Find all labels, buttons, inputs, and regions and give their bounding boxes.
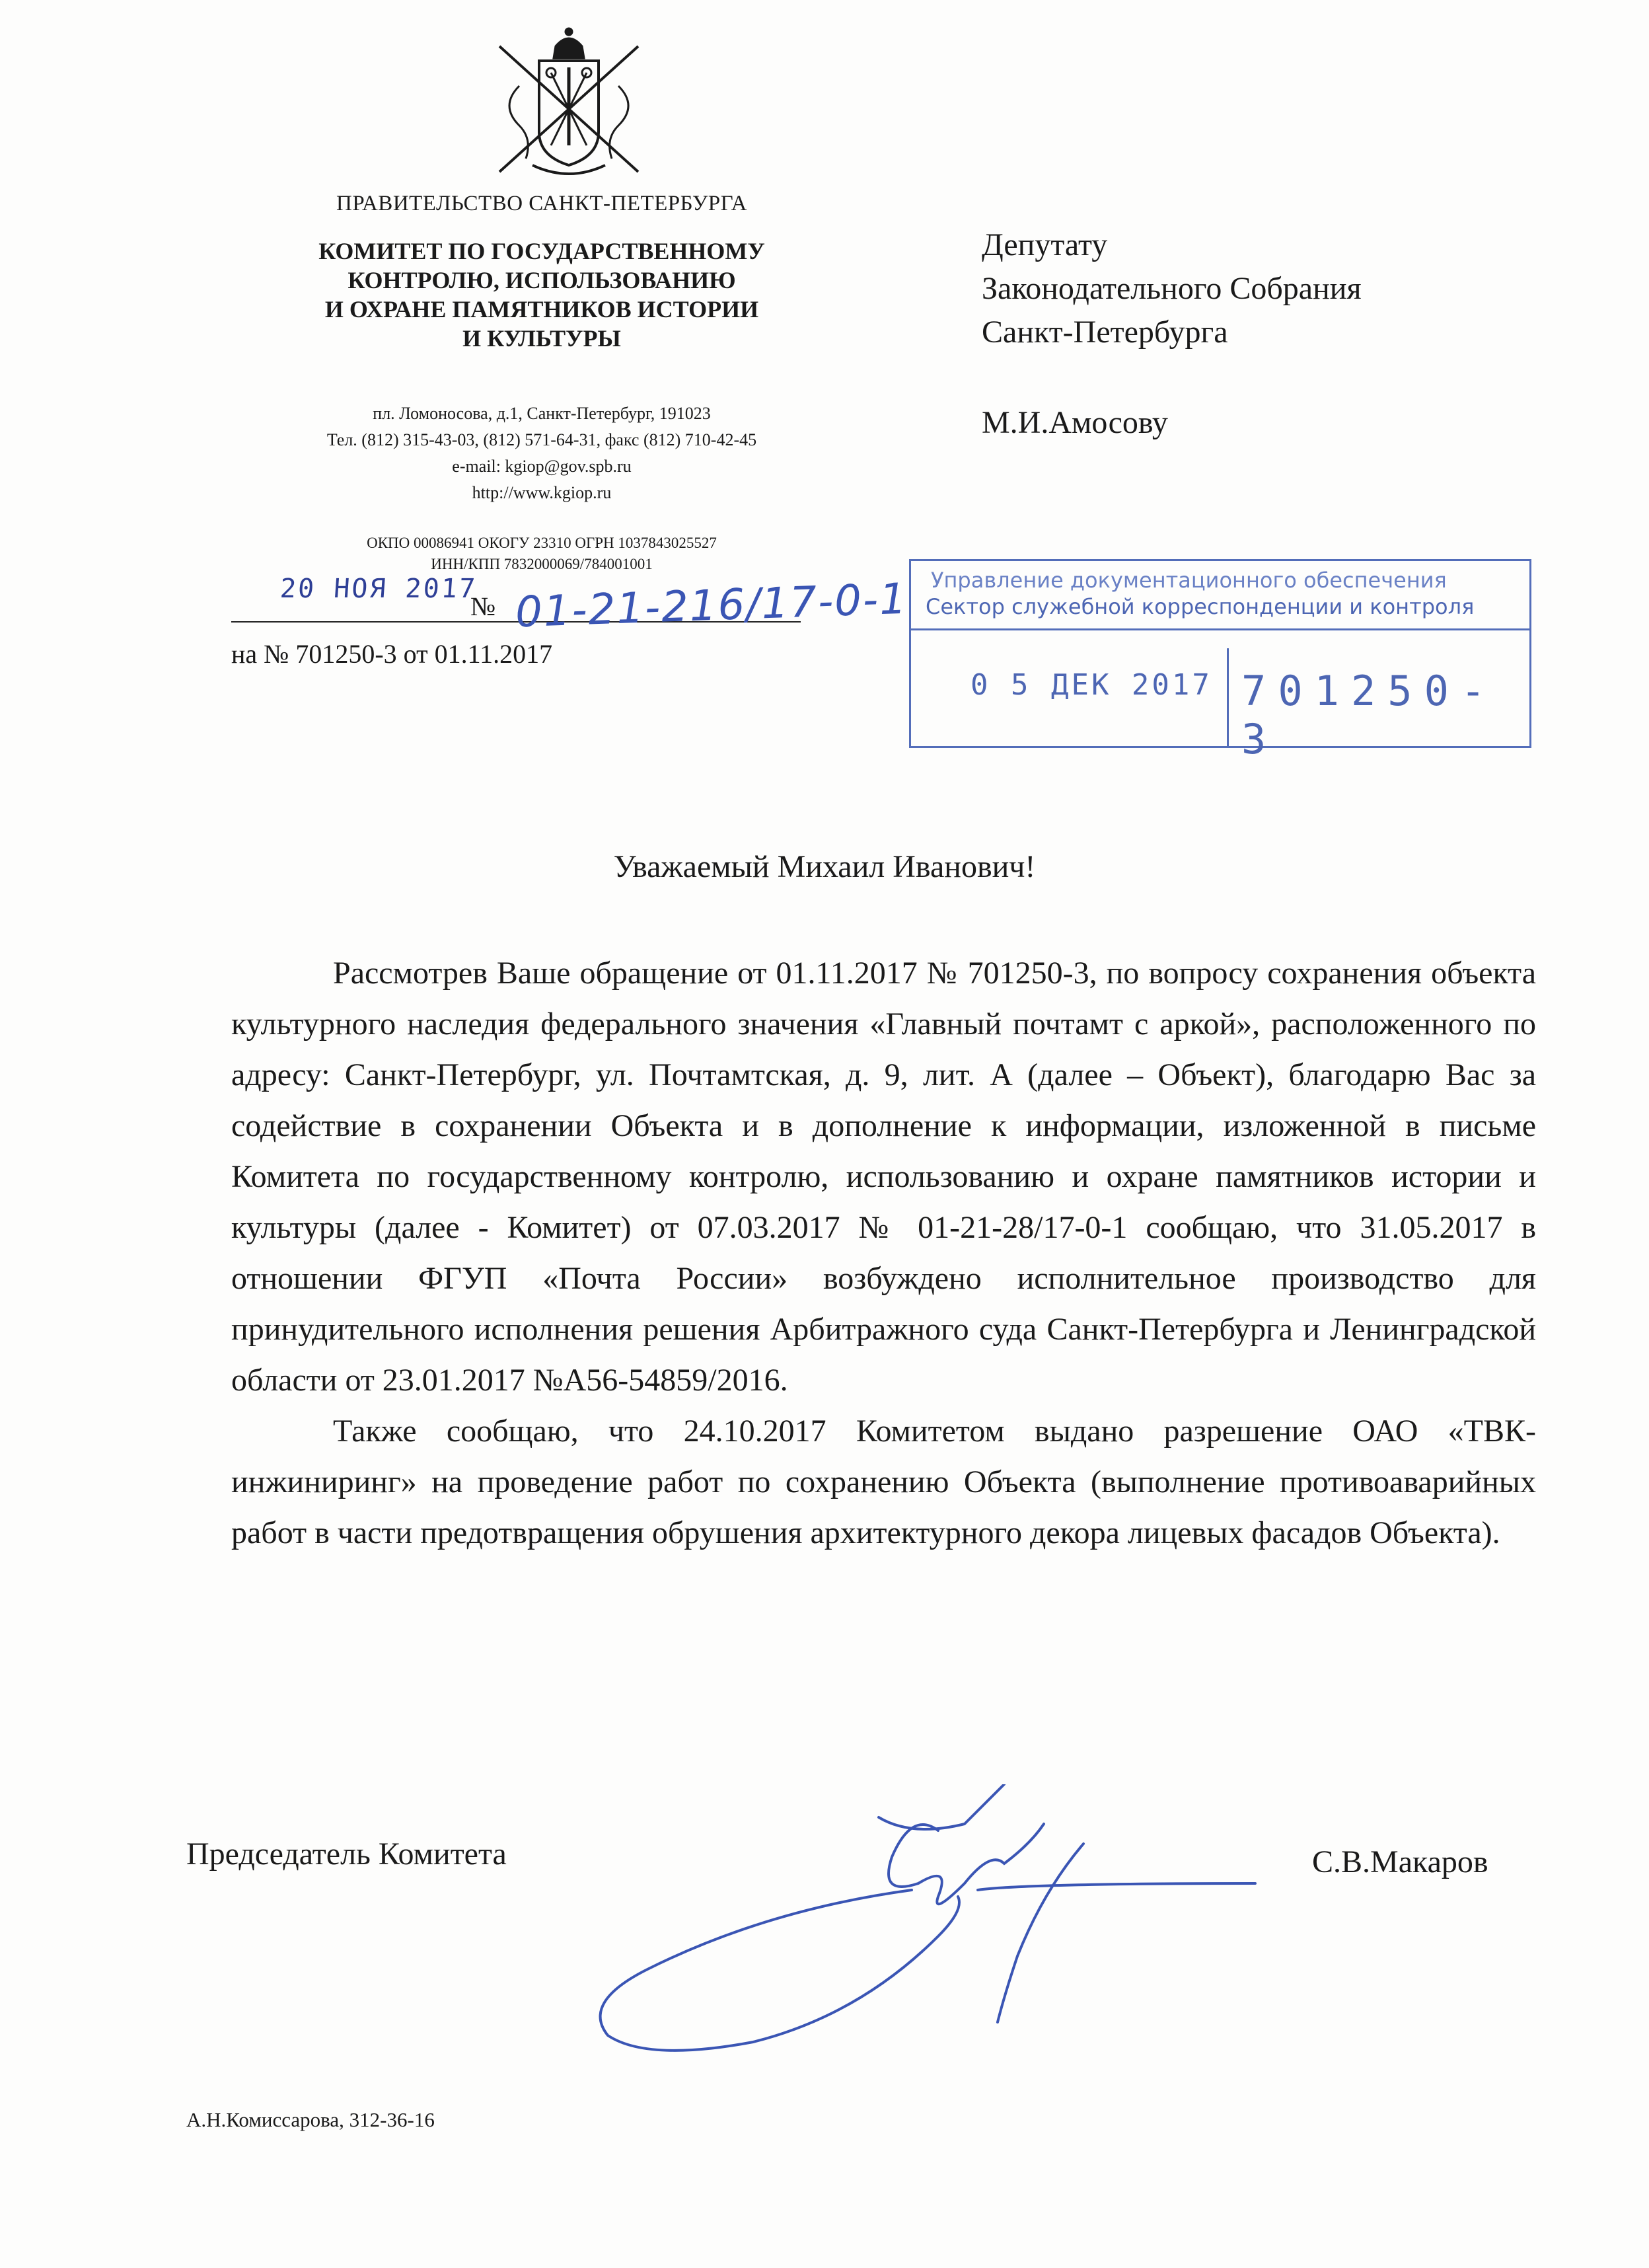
handwritten-signature — [568, 1784, 1268, 2062]
committee-name — [218, 237, 865, 353]
reference-number: на № 701250-3 от 01.11.2017 — [231, 639, 553, 669]
number-sign: № — [470, 591, 496, 621]
executor-info: А.Н.Комиссарова, 312-36-16 — [186, 2108, 435, 2131]
committee-name-line: И КУЛЬТУРЫ — [462, 325, 621, 352]
codes-line: ОКПО 00086941 ОКОГУ 23310 ОГРН 1037843025527 — [367, 535, 717, 551]
codes-line: ИНН/КПП 7832000069/784001001 — [431, 556, 653, 572]
addressee-block — [982, 223, 1576, 354]
addressee-line: Депутату — [982, 227, 1108, 262]
committee-website: http://www.kgiop.ru — [472, 483, 612, 502]
stamp-date: 0 5 ДЕК 2017 — [971, 668, 1212, 702]
addressee-line: Санкт-Петербурга — [982, 315, 1228, 350]
committee-contacts — [218, 400, 865, 506]
government-name: ПРАВИТЕЛЬСТВО САНКТ-ПЕТЕРБУРГА — [336, 192, 747, 215]
signer-title: Председатель Комитета — [186, 1836, 507, 1871]
stamp-department: Управление документационного обеспечения — [931, 568, 1447, 593]
stamp-divider-vertical — [1227, 648, 1229, 747]
committee-phones: Тел. (812) 315-43-03, (812) 571-64-31, факс (812) 710-42-45 — [326, 430, 757, 449]
committee-name-line: КОМИТЕТ ПО ГОСУДАРСТВЕННОМУ — [318, 238, 765, 264]
committee-email: e-mail: kgiop@gov.spb.ru — [452, 457, 632, 476]
committee-name-line: И ОХРАНЕ ПАМЯТНИКОВ ИСТОРИИ — [324, 296, 759, 322]
body-paragraph: Также сообщаю, что 24.10.2017 Комитетом выдано разрешение ОАО «ТВК-инжиниринг» на проведение работ по сохранению Объекта (выполнение противоаварийных работ в части предотвращения обрушения архитектурного декора лицевых фасадов Объекта). — [231, 1414, 1536, 1550]
coat-of-arms-emblem — [473, 26, 665, 182]
signer-name: С.В.Макаров — [1312, 1844, 1488, 1879]
committee-name-line: КОНТРОЛЮ, ИСПОЛЬЗОВАНИЮ — [348, 267, 736, 293]
stamp-number: 701250-3 — [1241, 667, 1498, 763]
addressee-line: Законодательного Собрания — [982, 271, 1362, 306]
outgoing-number-handwritten: 01-21-216/17-0-1 — [514, 574, 908, 638]
incoming-registration-stamp — [909, 559, 1531, 763]
stamp-divider-horizontal — [911, 628, 1529, 630]
body-paragraph: Рассмотрев Ваше обращение от 01.11.2017 № 701250-3, по вопросу сохранения объекта культурного наследия федерального значения «Главный почтамт с аркой», расположенного по адресу: Санкт-Петербург, ул. Почтамтская, д. 9, лит. А (далее – Объект), благодарю Вас за содействие в сохранении Объекта и в дополнение к информации, изложенной в письме Комитета по государственному контролю, использованию и охране памятников истории и культуры (далее - Комитет) от 07.03.2017 № 01-21-28/17-0-1 сообщаю, что 31.05.2017 в отношении ФГУП «Почта России» возбуждено исполнительное производство для принудительного исполнения решения Арбитражного суда Санкт-Петербурга и Ленинградской области от 23.01.2017 №А56-54859/2016. — [231, 956, 1536, 1398]
letter-body — [231, 948, 1536, 1558]
outgoing-date-stamp: 20 НОЯ 2017 — [279, 574, 478, 604]
addressee-name: М.И.Амосову — [982, 405, 1168, 440]
salutation: Уважаемый Михаил Иванович! — [613, 849, 1036, 884]
stamp-sector: Сектор служебной корреспонденции и контроля — [926, 594, 1475, 619]
committee-codes — [218, 533, 865, 575]
committee-address: пл. Ломоносова, д.1, Санкт-Петербург, 191023 — [373, 404, 711, 423]
